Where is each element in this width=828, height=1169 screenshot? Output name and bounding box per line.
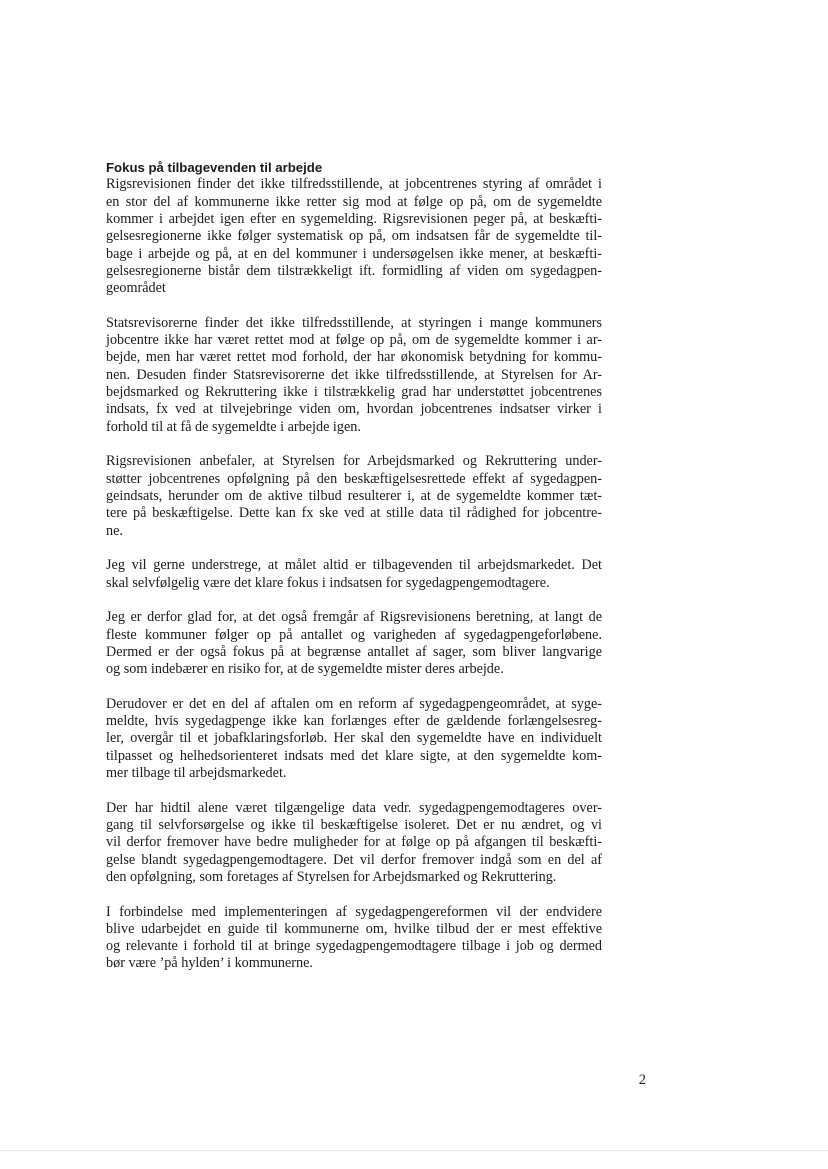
paragraph-line: og relevante i forhold til at bringe sygedagpengemodtagere tilbage i job og dermed bbox=[106, 938, 602, 955]
paragraph-line: bør være ’på hylden’ i kommunerne. bbox=[106, 955, 313, 972]
paragraph-line: ne. bbox=[106, 522, 123, 539]
paragraph-list bbox=[106, 176, 602, 972]
body-paragraph bbox=[106, 176, 602, 297]
body-paragraph bbox=[106, 315, 602, 436]
paragraph-line: tere på beskæftigelse. Dette kan fx ske ved at stille data til rådighed for jobcentre- bbox=[106, 505, 602, 522]
paragraph-line: den opfølgning, som foretages af Styrelsen for Arbejdsmarked og Rekruttering. bbox=[106, 868, 557, 885]
paragraph-line: Rigsrevisionen finder det ikke tilfredsstillende, at jobcentrenes styring af området i bbox=[106, 176, 602, 193]
paragraph-line: Statsrevisorerne finder det ikke tilfredsstillende, at styringen i mange kommuners bbox=[106, 314, 602, 331]
paragraph-line: nen. Desuden finder Statsrevisorerne det ikke tilfredsstillende, at Styrelsen for Ar- bbox=[106, 366, 602, 383]
paragraph-line: Jeg vil gerne understrege, at målet altid er tilbagevenden til arbejdsmarkedet. Det bbox=[106, 557, 602, 574]
paragraph-line: blive udarbejdet en guide til kommunerne om, hvilke tilbud der er mest effektive bbox=[106, 920, 602, 937]
paragraph-line: Derudover er det en del af aftalen om en reform af sygedagpengeområdet, at syge- bbox=[106, 695, 602, 712]
paragraph-line: gelsesregionerne ikke følger systematisk op på, om indsatsen får de sygemeldte til- bbox=[106, 228, 602, 245]
paragraph-line: skal selvfølgelig være det klare fokus i indsatsen for sygedagpengemodtagere. bbox=[106, 574, 550, 591]
document-body bbox=[106, 159, 602, 990]
paragraph-line: tilpasset og helhedsorienteret indsats med det klare sigte, at den sygemeldte kom- bbox=[106, 747, 602, 764]
paragraph-line: bage i arbejde og på, at en del kommuner i undersøgelsen ikke mener, at beskæfti- bbox=[106, 245, 602, 262]
paragraph-line: Dermed er der også fokus på at begrænse antallet af sager, som bliver langvarige bbox=[106, 643, 602, 660]
paragraph-line: jobcentre ikke har været rettet mod at følge op på, om de sygemeldte kommer i ar- bbox=[106, 332, 602, 349]
paragraph-line: og som indebærer en risiko for, at de sygemeldte mister deres arbejde. bbox=[106, 661, 504, 678]
body-paragraph bbox=[106, 453, 602, 539]
paragraph-line: Der har hidtil alene været tilgængelige data vedr. sygedagpengemodtageres over- bbox=[106, 799, 602, 816]
paragraph-line: bejdsmarked og Rekruttering ikke i tilstrækkelig grad har understøttet jobcentrenes bbox=[106, 384, 602, 401]
body-paragraph bbox=[106, 609, 602, 678]
paragraph-line: geindsats, herunder om de aktive tilbud resulterer i, at de sygemeldte kommer tæt- bbox=[106, 487, 602, 504]
paragraph-line: forhold til at få de sygemeldte i arbejde igen. bbox=[106, 418, 361, 435]
body-paragraph bbox=[106, 800, 602, 886]
paragraph-line: kommer i arbejdet igen efter en sygemelding. Rigsrevisionen peger på, at beskæfti- bbox=[106, 211, 602, 227]
paragraph-line: bejde, men har været rettet mod forhold, der har økonomisk betydning for kommu- bbox=[106, 349, 602, 366]
paragraph-line: indsats, fx ved at tilvejebringe viden om, hvordan jobcentrenes indsatser virker i bbox=[106, 401, 602, 418]
body-paragraph bbox=[106, 696, 602, 782]
section-heading: Fokus på tilbagevenden til arbejde bbox=[106, 160, 323, 175]
paragraph-line: mer tilbage til arbejdsmarkedet. bbox=[106, 764, 287, 781]
paragraph-line: fleste kommuner følger op på antallet og varigheden af sygedagpengeforløbene. bbox=[106, 626, 602, 643]
paragraph-line: I forbindelse med implementeringen af sygedagpengereformen vil der endvidere bbox=[106, 903, 602, 920]
paragraph-line: Jeg er derfor glad for, at det også fremgår af Rigsrevisionens beretning, at langt de bbox=[106, 609, 602, 626]
paragraph-line: meldte, hvis sygedagpenge ikke kan forlænges efter de gældende forlængelsesreg- bbox=[106, 713, 602, 730]
paragraph-line: gang til selvforsørgelse og ikke til beskæftigelse isoleret. Det er nu ændret, og vi bbox=[106, 816, 602, 833]
paragraph-line: geområdet bbox=[106, 280, 166, 297]
paragraph-line: en stor del af kommunerne ikke retter sig mod at følge op på, om de sygemeldte bbox=[106, 193, 602, 210]
page-number: 2 bbox=[638, 1072, 646, 1088]
paragraph-line: gelsesregionerne bistår dem tilstrækkeligt ift. formidling af viden om sygedagpen- bbox=[106, 262, 602, 279]
page-bottom-edge bbox=[0, 1150, 828, 1151]
paragraph-line: vil derfor fremover have bedre muligheder for at følge op på afgangen til beskæfti- bbox=[106, 834, 602, 851]
paragraph-line: Rigsrevisionen anbefaler, at Styrelsen for Arbejdsmarked og Rekruttering under- bbox=[106, 453, 602, 470]
paragraph-line: støtter jobcentrenes opfølgning på den beskæftigelsesrettede effekt af sygedagpen- bbox=[106, 470, 602, 487]
paragraph-line: ler, overgår til et jobafklaringsforløb. Her skal den sygemeldte have en individuelt bbox=[106, 730, 602, 747]
body-paragraph bbox=[106, 904, 602, 973]
body-paragraph bbox=[106, 557, 602, 592]
paragraph-line: gelse blandt sygedagpengemodtagere. Det vil derfor fremover indgå som en del af bbox=[106, 851, 602, 868]
